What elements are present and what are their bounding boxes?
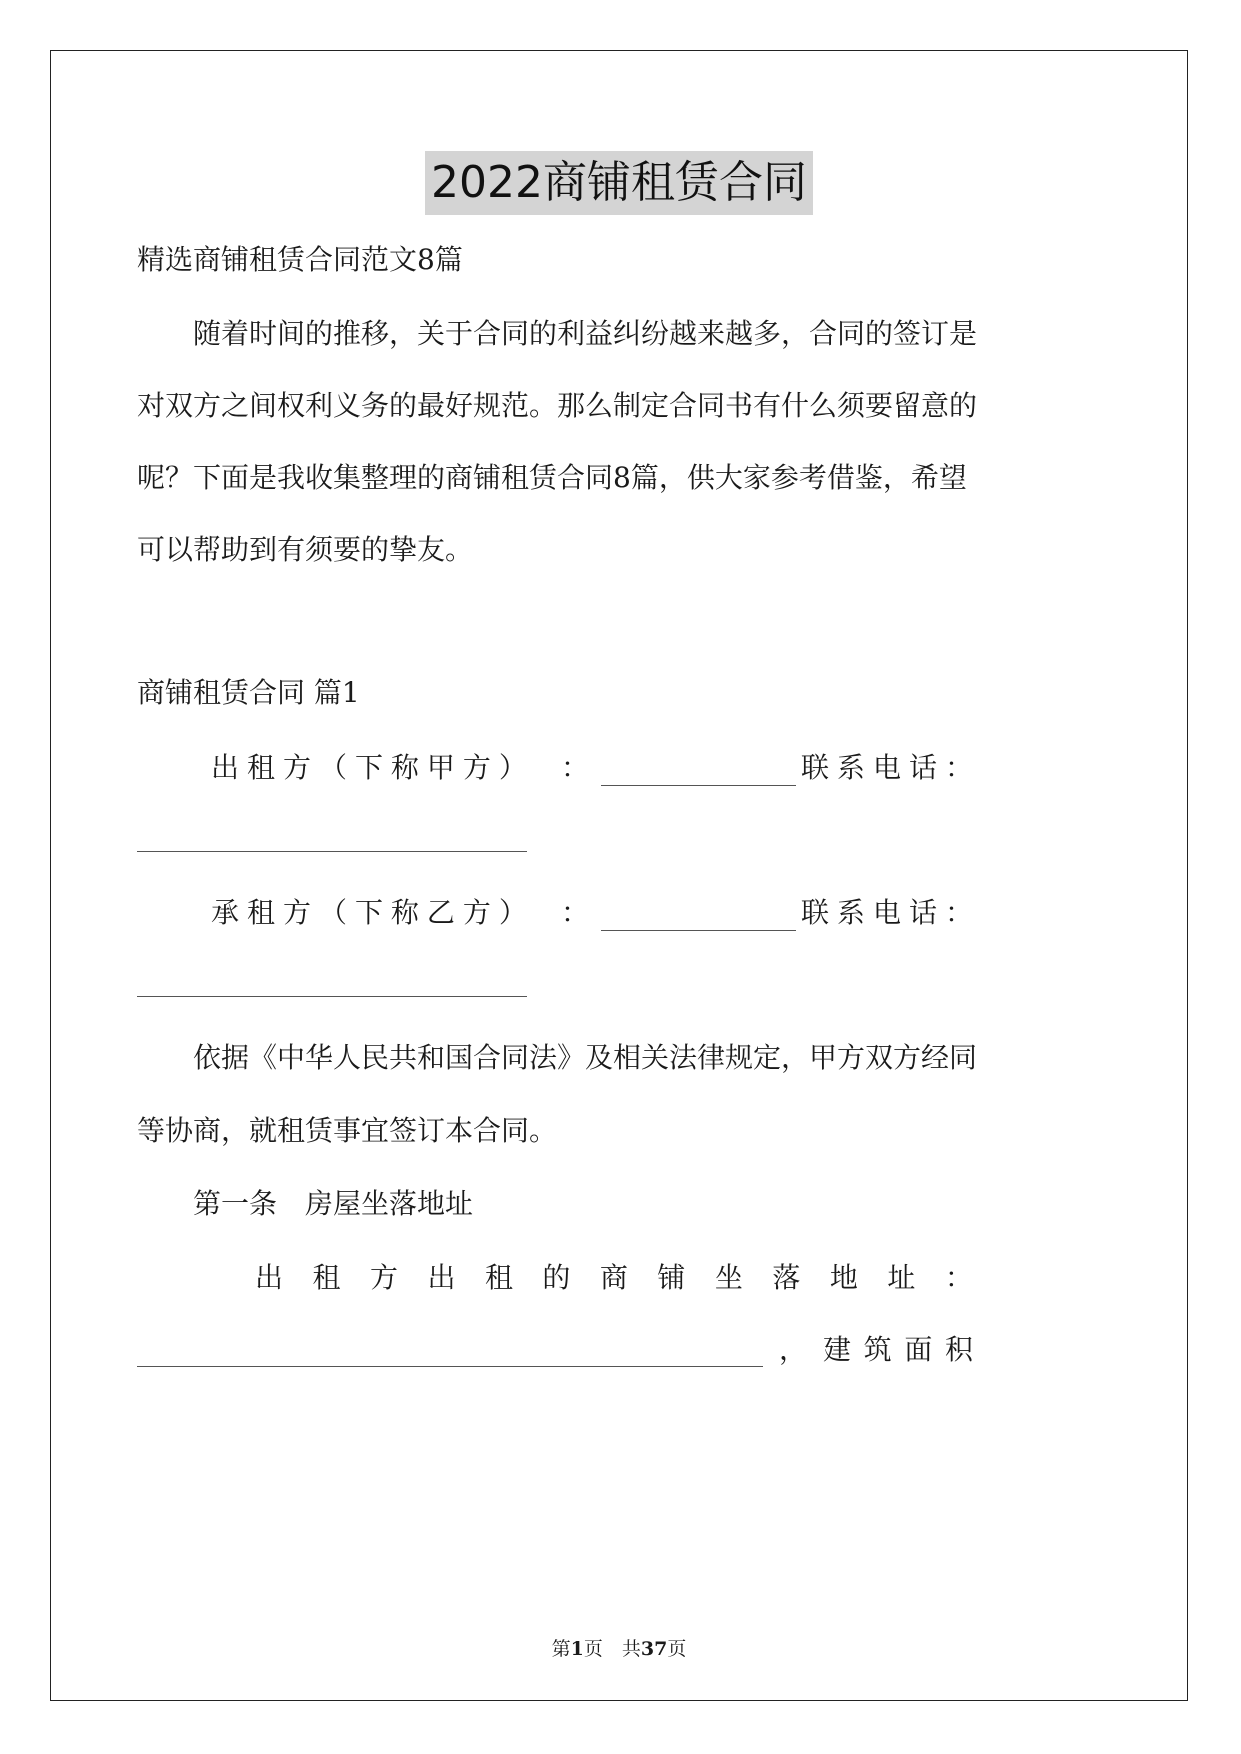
current-page-number: 1	[570, 1638, 584, 1660]
intro-line-1: 随着时间的推移，关于合同的利益纠纷越来越多，合同的签订是	[193, 317, 978, 350]
document-page	[50, 50, 1188, 1701]
party-a-phone-label: 联 系 电 话 ：	[801, 751, 973, 784]
party-a-phone-blank[interactable]	[137, 851, 527, 852]
section-heading: 商铺租赁合同 篇1	[137, 676, 360, 709]
intro-line-3: 呢？下面是我收集整理的商铺租赁合同8篇，供大家参考借鉴，希望	[137, 461, 967, 494]
party-b-name-blank[interactable]	[601, 930, 796, 931]
page-footer: 第1页 共37页	[551, 1638, 687, 1660]
article-1-heading: 第一条 房屋坐落地址	[193, 1187, 474, 1220]
address-label: 出 租 方 出 租 的 商 铺 坐 落 地 址 ：	[255, 1261, 973, 1294]
document-title: 2022商铺租赁合同	[425, 151, 813, 215]
party-a-colon: ：	[561, 751, 590, 784]
intro-line-2: 对双方之间权利义务的最好规范。那么制定合同书有什么须要留意的	[137, 389, 978, 422]
party-b-phone-blank[interactable]	[137, 996, 527, 997]
party-b-label: 承 租 方 （ 下 称 乙 方 ）	[211, 896, 527, 929]
area-comma: ，	[779, 1333, 808, 1366]
intro-line-4: 可以帮助到有须要的挚友。	[137, 533, 474, 566]
basis-line-1: 依据《中华人民共和国合同法》及相关法律规定，甲方双方经同	[193, 1041, 978, 1074]
address-blank[interactable]	[137, 1366, 763, 1367]
document-title-wrap	[51, 151, 1187, 215]
party-a-label: 出 租 方 （ 下 称 甲 方 ）	[211, 751, 527, 784]
party-b-phone-label: 联 系 电 话 ：	[801, 896, 973, 929]
total-page-count: 37	[640, 1638, 668, 1660]
party-a-name-blank[interactable]	[601, 785, 796, 786]
party-b-colon: ：	[561, 896, 590, 929]
basis-line-2: 等协商，就租赁事宜签订本合同。	[137, 1114, 558, 1147]
subtitle: 精选商铺租赁合同范文8篇	[137, 243, 463, 276]
area-label: 建 筑 面 积	[823, 1333, 973, 1366]
